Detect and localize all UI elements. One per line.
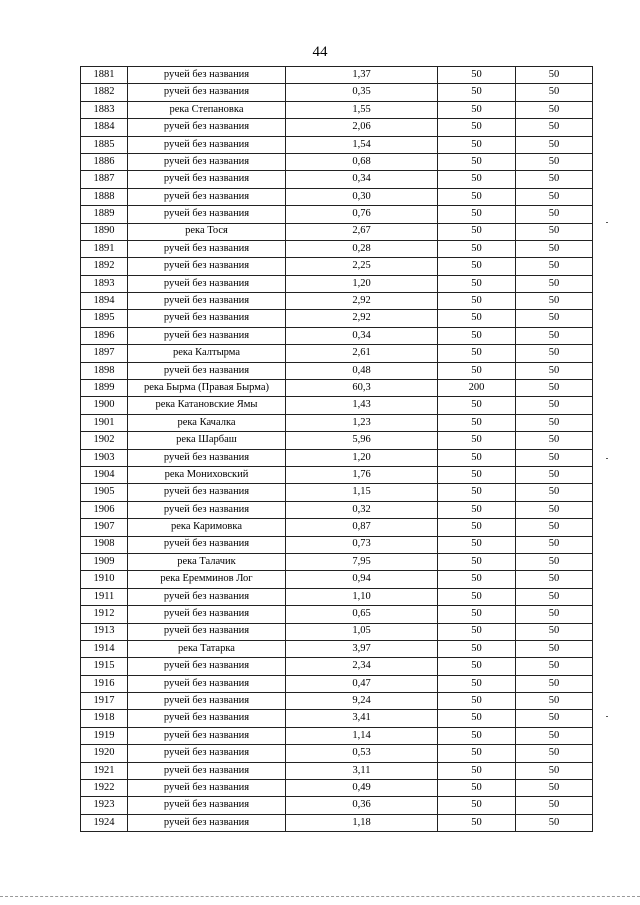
row-number-cell: 1881 [81,67,128,84]
length-km-cell: 0,36 [286,797,438,814]
table-row [81,762,593,779]
protection-zone-cell: 50 [438,693,516,710]
row-number-cell: 1922 [81,780,128,797]
protection-zone-cell: 50 [438,153,516,170]
table-row [81,693,593,710]
protection-zone-cell: 50 [438,397,516,414]
watercourse-name-cell: ручей без названия [128,327,286,344]
watercourse-name-cell: ручей без названия [128,206,286,223]
row-number-cell: 1908 [81,536,128,553]
table-row [81,466,593,483]
table-row [81,710,593,727]
table-row [81,188,593,205]
protection-zone-cell: 50 [438,727,516,744]
length-km-cell: 1,05 [286,623,438,640]
protection-zone-cell: 50 [438,240,516,257]
coastal-strip-cell: 50 [516,519,593,536]
row-number-cell: 1888 [81,188,128,205]
coastal-strip-cell: 50 [516,275,593,292]
length-km-cell: 2,25 [286,258,438,275]
length-km-cell: 5,96 [286,432,438,449]
row-number-cell: 1892 [81,258,128,275]
row-number-cell: 1882 [81,84,128,101]
row-number-cell: 1884 [81,119,128,136]
coastal-strip-cell: 50 [516,814,593,831]
protection-zone-cell: 50 [438,484,516,501]
protection-zone-cell: 50 [438,310,516,327]
coastal-strip-cell: 50 [516,258,593,275]
length-km-cell: 3,11 [286,762,438,779]
row-number-cell: 1912 [81,606,128,623]
coastal-strip-cell: 50 [516,727,593,744]
page-bottom-edge [0,896,640,897]
protection-zone-cell: 50 [438,67,516,84]
row-number-cell: 1893 [81,275,128,292]
watercourse-name-cell: ручей без названия [128,153,286,170]
coastal-strip-cell: 50 [516,553,593,570]
row-number-cell: 1902 [81,432,128,449]
coastal-strip-cell: 50 [516,240,593,257]
watercourse-name-cell: река Мониховский [128,466,286,483]
watercourse-name-cell: ручей без названия [128,84,286,101]
table-row [81,640,593,657]
scan-speck [606,222,608,223]
watercourse-name-cell: ручей без названия [128,797,286,814]
length-km-cell: 0,76 [286,206,438,223]
coastal-strip-cell: 50 [516,693,593,710]
watercourse-name-cell: ручей без названия [128,606,286,623]
coastal-strip-cell: 50 [516,623,593,640]
watercourse-name-cell: ручей без названия [128,658,286,675]
row-number-cell: 1911 [81,588,128,605]
length-km-cell: 0,49 [286,780,438,797]
protection-zone-cell: 50 [438,640,516,657]
coastal-strip-cell: 50 [516,780,593,797]
watercourse-name-cell: ручей без названия [128,675,286,692]
coastal-strip-cell: 50 [516,588,593,605]
rivers-table [80,66,593,832]
table-row [81,136,593,153]
protection-zone-cell: 50 [438,258,516,275]
table-row [81,675,593,692]
table-row [81,780,593,797]
table-row [81,327,593,344]
watercourse-name-cell: река Шарбаш [128,432,286,449]
scan-speck [606,458,608,459]
table-body [81,67,593,832]
length-km-cell: 1,20 [286,449,438,466]
coastal-strip-cell: 50 [516,536,593,553]
coastal-strip-cell: 50 [516,797,593,814]
length-km-cell: 2,92 [286,293,438,310]
watercourse-name-cell: ручей без названия [128,188,286,205]
protection-zone-cell: 50 [438,762,516,779]
coastal-strip-cell: 50 [516,606,593,623]
protection-zone-cell: 50 [438,119,516,136]
length-km-cell: 1,15 [286,484,438,501]
coastal-strip-cell: 50 [516,501,593,518]
protection-zone-cell: 50 [438,414,516,431]
length-km-cell: 1,37 [286,67,438,84]
table-row [81,293,593,310]
protection-zone-cell: 50 [438,553,516,570]
protection-zone-cell: 50 [438,797,516,814]
length-km-cell: 0,68 [286,153,438,170]
table-row [81,536,593,553]
length-km-cell: 7,95 [286,553,438,570]
watercourse-name-cell: ручей без названия [128,745,286,762]
length-km-cell: 0,28 [286,240,438,257]
row-number-cell: 1886 [81,153,128,170]
table-row [81,432,593,449]
coastal-strip-cell: 50 [516,136,593,153]
table-row [81,814,593,831]
watercourse-name-cell: река Качалка [128,414,286,431]
watercourse-name-cell: ручей без названия [128,762,286,779]
row-number-cell: 1895 [81,310,128,327]
protection-zone-cell: 50 [438,501,516,518]
coastal-strip-cell: 50 [516,206,593,223]
protection-zone-cell: 50 [438,345,516,362]
protection-zone-cell: 50 [438,206,516,223]
coastal-strip-cell: 50 [516,380,593,397]
protection-zone-cell: 50 [438,171,516,188]
length-km-cell: 2,67 [286,223,438,240]
watercourse-name-cell: ручей без названия [128,501,286,518]
watercourse-name-cell: ручей без названия [128,171,286,188]
table-row [81,606,593,623]
watercourse-name-cell: река Талачик [128,553,286,570]
row-number-cell: 1898 [81,362,128,379]
table-row [81,501,593,518]
coastal-strip-cell: 50 [516,171,593,188]
length-km-cell: 2,34 [286,658,438,675]
table-row [81,380,593,397]
protection-zone-cell: 50 [438,536,516,553]
table-row [81,119,593,136]
length-km-cell: 2,92 [286,310,438,327]
protection-zone-cell: 50 [438,449,516,466]
table-row [81,345,593,362]
row-number-cell: 1914 [81,640,128,657]
watercourse-name-cell: ручей без названия [128,449,286,466]
length-km-cell: 9,24 [286,693,438,710]
table-row [81,745,593,762]
table-row [81,362,593,379]
table-row [81,797,593,814]
length-km-cell: 3,97 [286,640,438,657]
coastal-strip-cell: 50 [516,188,593,205]
row-number-cell: 1891 [81,240,128,257]
length-km-cell: 0,34 [286,171,438,188]
table-row [81,84,593,101]
watercourse-name-cell: река Бырма (Правая Бырма) [128,380,286,397]
row-number-cell: 1887 [81,171,128,188]
length-km-cell: 60,3 [286,380,438,397]
protection-zone-cell: 50 [438,188,516,205]
table-row [81,206,593,223]
coastal-strip-cell: 50 [516,571,593,588]
watercourse-name-cell: ручей без названия [128,293,286,310]
watercourse-name-cell: ручей без названия [128,693,286,710]
coastal-strip-cell: 50 [516,432,593,449]
protection-zone-cell: 50 [438,780,516,797]
row-number-cell: 1906 [81,501,128,518]
length-km-cell: 0,73 [286,536,438,553]
length-km-cell: 0,87 [286,519,438,536]
protection-zone-cell: 50 [438,710,516,727]
protection-zone-cell: 50 [438,675,516,692]
coastal-strip-cell: 50 [516,67,593,84]
coastal-strip-cell: 50 [516,675,593,692]
protection-zone-cell: 50 [438,293,516,310]
watercourse-name-cell: ручей без названия [128,484,286,501]
coastal-strip-cell: 50 [516,119,593,136]
protection-zone-cell: 50 [438,571,516,588]
coastal-strip-cell: 50 [516,484,593,501]
row-number-cell: 1897 [81,345,128,362]
length-km-cell: 1,55 [286,101,438,118]
watercourse-name-cell: река Степановка [128,101,286,118]
table-row [81,414,593,431]
coastal-strip-cell: 50 [516,327,593,344]
protection-zone-cell: 50 [438,432,516,449]
table-row [81,449,593,466]
length-km-cell: 1,14 [286,727,438,744]
table-row [81,588,593,605]
coastal-strip-cell: 50 [516,745,593,762]
length-km-cell: 1,43 [286,397,438,414]
watercourse-name-cell: река Тося [128,223,286,240]
length-km-cell: 0,48 [286,362,438,379]
length-km-cell: 0,65 [286,606,438,623]
watercourse-name-cell: ручей без названия [128,240,286,257]
row-number-cell: 1905 [81,484,128,501]
row-number-cell: 1918 [81,710,128,727]
length-km-cell: 0,47 [286,675,438,692]
watercourse-name-cell: ручей без названия [128,588,286,605]
coastal-strip-cell: 50 [516,710,593,727]
watercourse-name-cell: река Каримовка [128,519,286,536]
length-km-cell: 0,30 [286,188,438,205]
protection-zone-cell: 50 [438,745,516,762]
length-km-cell: 0,32 [286,501,438,518]
watercourse-name-cell: река Еремминов Лог [128,571,286,588]
watercourse-name-cell: ручей без названия [128,814,286,831]
protection-zone-cell: 50 [438,658,516,675]
length-km-cell: 3,41 [286,710,438,727]
coastal-strip-cell: 50 [516,84,593,101]
table-row [81,310,593,327]
row-number-cell: 1900 [81,397,128,414]
coastal-strip-cell: 50 [516,362,593,379]
table-row [81,623,593,640]
coastal-strip-cell: 50 [516,345,593,362]
coastal-strip-cell: 50 [516,658,593,675]
watercourse-name-cell: ручей без названия [128,727,286,744]
watercourse-name-cell: река Катановские Ямы [128,397,286,414]
protection-zone-cell: 50 [438,623,516,640]
length-km-cell: 1,76 [286,466,438,483]
table-row [81,153,593,170]
coastal-strip-cell: 50 [516,466,593,483]
coastal-strip-cell: 50 [516,449,593,466]
length-km-cell: 1,54 [286,136,438,153]
length-km-cell: 2,61 [286,345,438,362]
table-row [81,658,593,675]
table-row [81,484,593,501]
watercourse-name-cell: ручей без названия [128,362,286,379]
protection-zone-cell: 50 [438,588,516,605]
coastal-strip-cell: 50 [516,101,593,118]
row-number-cell: 1909 [81,553,128,570]
protection-zone-cell: 200 [438,380,516,397]
watercourse-name-cell: ручей без названия [128,67,286,84]
row-number-cell: 1907 [81,519,128,536]
watercourse-name-cell: ручей без названия [128,780,286,797]
protection-zone-cell: 50 [438,327,516,344]
table-row [81,571,593,588]
protection-zone-cell: 50 [438,101,516,118]
length-km-cell: 1,18 [286,814,438,831]
protection-zone-cell: 50 [438,84,516,101]
row-number-cell: 1889 [81,206,128,223]
row-number-cell: 1903 [81,449,128,466]
watercourse-name-cell: ручей без названия [128,710,286,727]
length-km-cell: 0,94 [286,571,438,588]
watercourse-name-cell: ручей без названия [128,258,286,275]
row-number-cell: 1915 [81,658,128,675]
watercourse-name-cell: ручей без названия [128,275,286,292]
coastal-strip-cell: 50 [516,762,593,779]
row-number-cell: 1910 [81,571,128,588]
length-km-cell: 1,10 [286,588,438,605]
protection-zone-cell: 50 [438,519,516,536]
table-row [81,258,593,275]
row-number-cell: 1917 [81,693,128,710]
coastal-strip-cell: 50 [516,153,593,170]
coastal-strip-cell: 50 [516,293,593,310]
protection-zone-cell: 50 [438,362,516,379]
protection-zone-cell: 50 [438,466,516,483]
table-row [81,240,593,257]
row-number-cell: 1924 [81,814,128,831]
length-km-cell: 1,23 [286,414,438,431]
row-number-cell: 1904 [81,466,128,483]
row-number-cell: 1923 [81,797,128,814]
table-row [81,67,593,84]
page-number: 44 [312,44,328,60]
row-number-cell: 1883 [81,101,128,118]
table-row [81,553,593,570]
protection-zone-cell: 50 [438,136,516,153]
watercourse-name-cell: ручей без названия [128,136,286,153]
protection-zone-cell: 50 [438,814,516,831]
table-row [81,275,593,292]
watercourse-name-cell: ручей без названия [128,623,286,640]
protection-zone-cell: 50 [438,223,516,240]
length-km-cell: 0,34 [286,327,438,344]
row-number-cell: 1919 [81,727,128,744]
length-km-cell: 2,06 [286,119,438,136]
row-number-cell: 1894 [81,293,128,310]
length-km-cell: 0,53 [286,745,438,762]
table-row [81,397,593,414]
row-number-cell: 1913 [81,623,128,640]
coastal-strip-cell: 50 [516,414,593,431]
watercourse-name-cell: ручей без названия [128,536,286,553]
row-number-cell: 1890 [81,223,128,240]
coastal-strip-cell: 50 [516,223,593,240]
row-number-cell: 1901 [81,414,128,431]
table-row [81,223,593,240]
length-km-cell: 0,35 [286,84,438,101]
row-number-cell: 1916 [81,675,128,692]
row-number-cell: 1885 [81,136,128,153]
watercourse-name-cell: ручей без названия [128,119,286,136]
row-number-cell: 1896 [81,327,128,344]
coastal-strip-cell: 50 [516,310,593,327]
coastal-strip-cell: 50 [516,397,593,414]
protection-zone-cell: 50 [438,606,516,623]
row-number-cell: 1920 [81,745,128,762]
protection-zone-cell: 50 [438,275,516,292]
watercourse-name-cell: река Татарка [128,640,286,657]
row-number-cell: 1921 [81,762,128,779]
scan-speck [606,716,608,717]
table-row [81,101,593,118]
length-km-cell: 1,20 [286,275,438,292]
watercourse-name-cell: река Калтырма [128,345,286,362]
table-row [81,519,593,536]
coastal-strip-cell: 50 [516,640,593,657]
row-number-cell: 1899 [81,380,128,397]
table-row [81,171,593,188]
watercourse-name-cell: ручей без названия [128,310,286,327]
table-row [81,727,593,744]
